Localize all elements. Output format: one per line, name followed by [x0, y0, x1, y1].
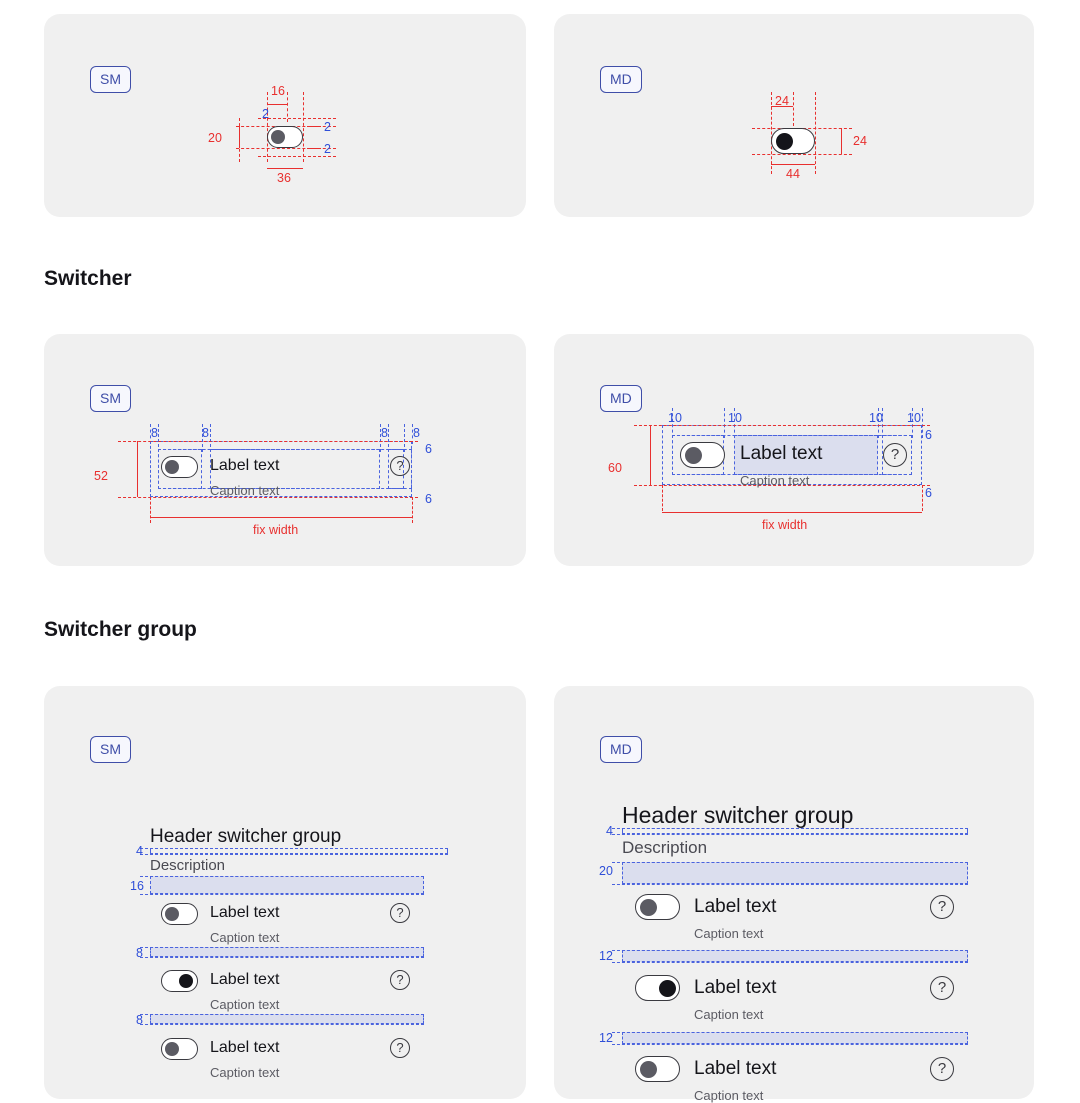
dim-20: 20 [208, 131, 222, 145]
row-label: Label text [210, 457, 280, 474]
panel-switcher-md-spec [554, 14, 1034, 217]
row-label: Label text [210, 971, 280, 988]
guide-v [158, 424, 159, 452]
guide-v [150, 497, 151, 523]
row-label: Label text [740, 443, 823, 464]
switcher-sm[interactable] [267, 126, 303, 148]
section-title-switcher: Switcher [44, 267, 132, 290]
switcher-sm-row[interactable] [161, 456, 198, 478]
measure-60 [650, 425, 651, 485]
guide-h [612, 1032, 968, 1033]
dim-10-b: 10 [728, 411, 742, 425]
badge-sm-2: SM [90, 385, 131, 412]
badge-sm-3: SM [90, 736, 131, 763]
switcher-knob [776, 133, 793, 150]
guide-v [922, 485, 923, 511]
guide-h [612, 962, 968, 963]
switcher-knob [659, 980, 676, 997]
switcher-row-2[interactable] [161, 970, 198, 992]
measure-36 [267, 168, 303, 169]
guide-h [752, 154, 852, 155]
help-icon[interactable]: ? [390, 970, 410, 990]
dim-8-row1: 8 [136, 946, 143, 960]
guide-h [612, 828, 968, 829]
switcher-row-1[interactable] [161, 903, 198, 925]
measure-20 [239, 126, 240, 148]
help-icon[interactable]: ? [930, 895, 954, 919]
dim-8-row2: 8 [136, 1013, 143, 1027]
row-caption: Caption text [210, 1065, 280, 1080]
dim-60: 60 [608, 461, 622, 475]
row-label: Label text [694, 977, 777, 998]
row-caption: Caption text [210, 930, 280, 945]
row-label: Label text [694, 1058, 777, 1079]
dim-52: 52 [94, 469, 108, 483]
dim-2-right-bottom: 2 [324, 142, 331, 156]
switcher-md[interactable] [771, 128, 815, 154]
guide-v [815, 92, 816, 174]
row-caption: Caption text [694, 926, 764, 941]
help-icon[interactable]: ? [390, 456, 410, 476]
help-icon[interactable]: ? [390, 1038, 410, 1058]
dim-fix-width: fix width [253, 523, 299, 537]
dim-16: 16 [130, 879, 144, 893]
dim-10-a: 10 [668, 411, 682, 425]
guide-h [258, 118, 336, 119]
guide-h [612, 884, 968, 885]
switcher-knob [179, 974, 193, 988]
gap-row-1-box [150, 947, 424, 957]
dim-12-row1: 12 [599, 949, 613, 963]
dim-24-top: 24 [775, 94, 789, 108]
guide-h [612, 862, 968, 863]
row-caption: Caption text [210, 483, 280, 498]
gap-desc-list-box [622, 862, 968, 884]
dim-2-right-top: 2 [324, 120, 331, 134]
row-caption: Caption text [694, 1007, 764, 1022]
dim-6-top: 6 [425, 442, 432, 456]
guide-h [612, 1044, 968, 1045]
dim-44: 44 [786, 167, 800, 181]
switcher-row-2[interactable] [635, 975, 680, 1001]
dim-4: 4 [606, 824, 613, 838]
dim-10-d: 10 [907, 411, 921, 425]
dim-16: 16 [271, 84, 285, 98]
help-icon[interactable]: ? [883, 443, 907, 467]
badge-md-1: MD [600, 66, 642, 93]
guide-v [662, 485, 663, 511]
guide-h [612, 950, 968, 951]
guide-h [258, 156, 336, 157]
badge-md-2: MD [600, 385, 642, 412]
switcher-knob [685, 447, 702, 464]
guide-v [404, 424, 405, 452]
dim-8-a: 8 [151, 426, 158, 440]
dim-8-d: 8 [413, 426, 420, 440]
help-icon[interactable]: ? [390, 903, 410, 923]
measure-2-right-top [307, 126, 321, 127]
dim-6-bottom: 6 [425, 492, 432, 506]
guide-h [140, 1024, 424, 1025]
guide-v [793, 92, 794, 126]
group-header: Header switcher group [150, 826, 342, 847]
row-label: Label text [210, 1039, 280, 1056]
guide-h [140, 947, 424, 948]
row-caption: Caption text [210, 997, 280, 1012]
badge-md-3: MD [600, 736, 642, 763]
guide-h [634, 425, 930, 426]
guide-h [140, 1014, 424, 1015]
row-caption: Caption text [740, 473, 810, 488]
switcher-row-3[interactable] [161, 1038, 198, 1060]
switcher-knob [165, 460, 179, 474]
guide-v [922, 408, 923, 438]
row-label: Label text [694, 896, 777, 917]
switcher-row-3[interactable] [635, 1056, 680, 1082]
dim-8-b: 8 [202, 426, 209, 440]
gap-desc-list-box [150, 876, 424, 894]
switcher-knob [640, 1061, 657, 1078]
group-header: Header switcher group [622, 802, 854, 828]
measure-fix-width [662, 512, 922, 513]
dim-6-top: 6 [925, 428, 932, 442]
help-icon[interactable]: ? [930, 1057, 954, 1081]
guide-v [303, 92, 304, 162]
guide-v [724, 408, 725, 438]
guide-h [612, 834, 968, 835]
switcher-row-1[interactable] [635, 894, 680, 920]
switcher-knob [640, 899, 657, 916]
panel-switcher-sm-spec [44, 14, 526, 217]
switcher-knob [271, 130, 285, 144]
guide-h [236, 148, 336, 149]
dim-2-left: 2 [262, 107, 269, 121]
dim-10-c: 10 [869, 411, 883, 425]
dim-12-row2: 12 [599, 1031, 613, 1045]
dim-6-bottom: 6 [925, 486, 932, 500]
section-title-switcher-group: Switcher group [44, 618, 197, 641]
guide-h [140, 894, 424, 895]
dim-24-right: 24 [853, 134, 867, 148]
guide-h [140, 848, 448, 849]
gap-row-2-box [622, 1032, 968, 1044]
gap-row-2-box [150, 1014, 424, 1024]
measure-16 [267, 104, 288, 105]
measure-24-right [841, 128, 842, 154]
guide-v [412, 497, 413, 523]
guide-v [771, 92, 772, 174]
help-icon[interactable]: ? [930, 976, 954, 1000]
guide-v [267, 92, 268, 162]
row-label: Label text [210, 904, 280, 921]
dim-4: 4 [136, 844, 143, 858]
dim-36: 36 [277, 171, 291, 185]
group-description: Description [622, 838, 708, 857]
guide-v [287, 92, 288, 122]
row-caption: Caption text [694, 1088, 764, 1103]
guide-h [118, 441, 418, 442]
measure-2-right-bottom [307, 148, 321, 149]
switcher-knob [165, 907, 179, 921]
measure-52 [137, 441, 138, 497]
switcher-knob [165, 1042, 179, 1056]
guide-h [140, 854, 448, 855]
switcher-md-row[interactable] [680, 442, 725, 468]
dim-20: 20 [599, 864, 613, 878]
guide-h [140, 876, 424, 877]
badge-sm-1: SM [90, 66, 131, 93]
measure-fix-width [150, 517, 412, 518]
group-description: Description [150, 857, 226, 874]
measure-44 [771, 164, 815, 165]
dim-fix-width: fix width [762, 518, 808, 532]
dim-8-c: 8 [381, 426, 388, 440]
guide-v [210, 424, 211, 452]
gap-row-1-box [622, 950, 968, 962]
guide-h [140, 957, 424, 958]
guide-v [388, 424, 389, 452]
